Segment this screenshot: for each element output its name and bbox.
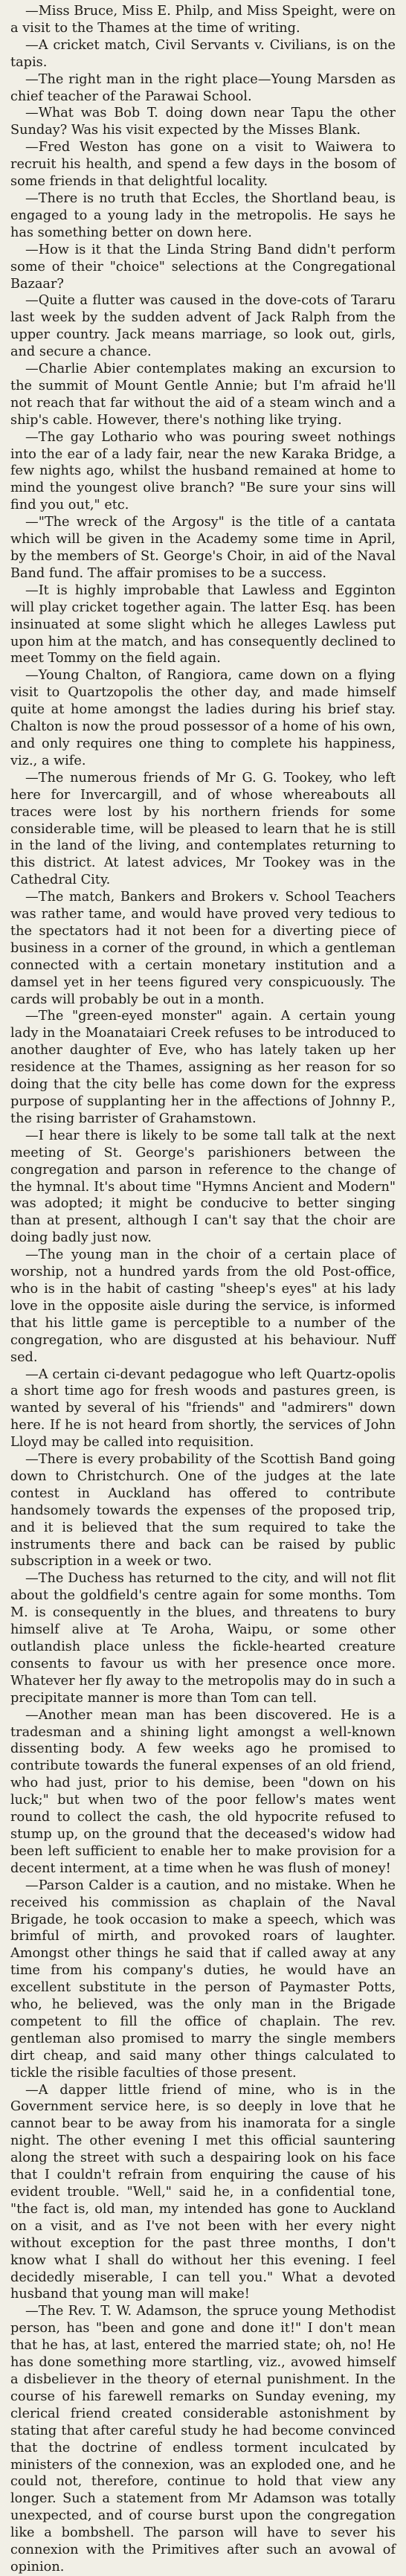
news-item-paragraph: —The right man in the right place—Young Marsden as chief teacher of the Parawai School. <box>10 71 396 104</box>
news-item-paragraph: —Charlie Abier contemplates making an excursion to the summit of Mount Gentle Annie; but I'm afraid he'll not reach that far without the aid of a steam winch and a ship's cable. However, there's nothing like trying. <box>10 362 396 428</box>
news-item-paragraph: —A cricket match, Civil Servants v. Civilians, is on the tapis. <box>10 37 396 70</box>
news-item-paragraph: —A certain ci-devant pedagogue who left Quartz-opolis a short time ago for fresh woods and pastures green, is wanted by several of his "friends" and "admirers" down here. If he is not heard from shortly, the services of John Lloyd may be called into requisition. <box>10 1366 396 1451</box>
news-item-paragraph: —The Rev. T. W. Adamson, the spruce young Methodist person, has "been and gone and done it!" I don't mean that he has, at last, entered the married state; oh, no! He has done something more startling, viz., avowed himself a disbeliever in the theory of eternal punishment. In the course of his farewell remarks on Sunday evening, my clerical friend created considerable astonishment by stating that after careful study he had become convinced that the doctrine of endless torment inculcated by ministers of the connexion, was an exploded one, and he could not, therefore, continue to hold that view any longer. Such a statement from Mr Adamson was totally unexpected, and of course burst upon the congregation like a bombshell. The parson will have to sever his connexion with the Primitives after such an avowal of opinion. <box>10 2304 396 2575</box>
news-item-paragraph: —Another mean man has been discovered. He is a tradesman and a shining light amongst a well-known dissenting body. A few weeks ago he promised to contribute towards the funeral expenses of an old friend, who had just, prior to his demise, been "down on his luck;" but when two of the poor fellow's mates went round to collect the cash, the old hypocrite refused to stump up, on the ground that the deceased's widow had been left sufficient to enable her to make provision for a decent interment, at a time when he was flush of money! <box>10 1707 396 1876</box>
news-item-paragraph: —Parson Calder is a caution, and no mistake. When he received his commission as chaplain of the Naval Brigade, he took occasion to make a speech, which was brimful of mirth, and provoked roars of laughter. Amongst other things he said that if called away at any time from his company's duties, he would have an excellent substitute in the person of Paymaster Potts, who, he believed, was the only man in the Brigade competent to fill the office of chaplain. The rev. gentleman also promised to marry the single members dirt cheap, and said many other things calculated to tickle the risible faculties of those present. <box>10 1878 396 2081</box>
news-item-paragraph: —I hear there is likely to be some tall talk at the next meeting of St. George's parishioners between the congregation and parson in reference to the change of the hymnal. It's about time "Hymns Ancient and Modern" was adopted; it might be conducive to better singing than at present, although I can't say that the choir are doing badly just now. <box>10 1128 396 1246</box>
news-item-paragraph: —The "green-eyed monster" again. A certain young lady in the Moanataiari Creek refuses to be introduced to another daughter of Eve, who has lately taken up her residence at the Thames, assigning as her reason for so doing that the city belle has come down for the express purpose of supplanting her in the affections of Johnny P., the rising barrister of Grahamstown. <box>10 1009 396 1126</box>
news-item-paragraph: —The Duchess has returned to the city, and will not flit about the goldfield's centre again for some months. Tom M. is consequently in the blues, and threatens to bury himself alive at Te Aroha, Waipu, or some other outlandish place unless the fickle-hearted creature consents to favour us with her presence once more. Whatever her fly away to the metropolis may do in such a precipitate manner is more than Tom can tell. <box>10 1571 396 1706</box>
news-item-paragraph: —Fred Weston has gone on a visit to Waiwera to recruit his health, and spend a few days in the bosom of some friends in that delightful locality. <box>10 140 396 190</box>
news-item-paragraph: —There is no truth that Eccles, the Shortland beau, is engaged to a young lady in the metropolis. He says he has something better on down here. <box>10 190 396 240</box>
news-item-paragraph: —The young man in the choir of a certain place of worship, not a hundred yards from the old Post-office, who is in the habit of casting "sheep's eyes" at his lady love in the opposite aisle during the service, is informed that his little game is perceptible to a number of the congregation, who are disgusted at his behaviour. Nuff sed. <box>10 1247 396 1365</box>
news-item-paragraph: —The match, Bankers and Brokers v. School Teachers was rather tame, and would have proved very tedious to the spectators had it not been for a diverting piece of business in a corner of the ground, in which a gentleman connected with a certain monetary institution and a damsel yet in her teens figured very conspicuously. The cards will probably be out in a month. <box>10 890 396 1007</box>
news-item-paragraph: —The gay Lothario who was pouring sweet nothings into the ear of a lady fair, near the new Karaka Bridge, a few nights ago, whilst the husband remained at home to mind the youngest olive branch? "Be sure your sins will find you out," etc. <box>10 429 396 513</box>
news-item-paragraph: —The numerous friends of Mr G. G. Tookey, who left here for Invercargill, and of whose whereabouts all traces were lost by his northern friends for some considerable time, will be pleased to learn that he is still in the land of the living, and contemplates returning to this district. At latest advices, Mr Tookey was in the Cathedral City. <box>10 770 396 888</box>
news-item-paragraph: —Quite a flutter was caused in the dove-cots of Tararu last week by the sudden advent of Jack Ralph from the upper country. Jack means marriage, so look out, girls, and secure a chance. <box>10 293 396 360</box>
news-item-paragraph: —What was Bob T. doing down near Tapu the other Sunday? Was his visit expected by the Misses Blank. <box>10 106 396 138</box>
news-item-paragraph: —How is it that the Linda String Band didn't perform some of their "choice" selections at the Congregational Bazaar? <box>10 242 396 292</box>
news-item-paragraph: —"The wreck of the Argosy" is the title of a cantata which will be given in the Academy some time in April, by the members of St. George's Choir, in aid of the Naval Band fund. The affair promises to be a success. <box>10 515 396 581</box>
news-item-paragraph: —Miss Bruce, Miss E. Philp, and Miss Speight, were on a visit to the Thames at the time of writing. <box>10 4 396 36</box>
news-item-paragraph: —A dapper little friend of mine, who is in the Government service here, is so deeply in love that he cannot bear to be away from his inamorata for a single night. The other evening I met this official sauntering along the street with such a despairing look on his face that I couldn't refrain from enquiring the cause of his evident trouble. "Well," said he, in a confidential tone, "the fact is, old man, my intended has gone to Auckland on a visit, and as I've not been with her every night without exception for the past three months, I don't know what I shall do without her this evening. I feel decidedly miserable, I can tell you." What a devoted husband that young man will make! <box>10 2082 396 2302</box>
news-item-paragraph: —It is highly improbable that Lawless and Egginton will play cricket together again. The latter Esq. has been insinuated at some slight which he alleges Lawless put upon him at the match, and has consequently declined to meet Tommy on the field again. <box>10 582 396 667</box>
news-item-paragraph: —Young Chalton, of Rangiora, came down on a flying visit to Quartzopolis the other day, and made himself quite at home amongst the ladies during his brief stay. Chalton is now the proud possessor of a home of his own, and only requires one thing to complete his happiness, viz., a wife. <box>10 668 396 768</box>
news-item-paragraph: —There is every probability of the Scottish Band going down to Christchurch. One of the judges at the late contest in Auckland has offered to contribute handsomely towards the expenses of the proposed trip, and it is believed that the sum required to take the instruments there and back can be raised by public subscription in a week or two. <box>10 1452 396 1570</box>
